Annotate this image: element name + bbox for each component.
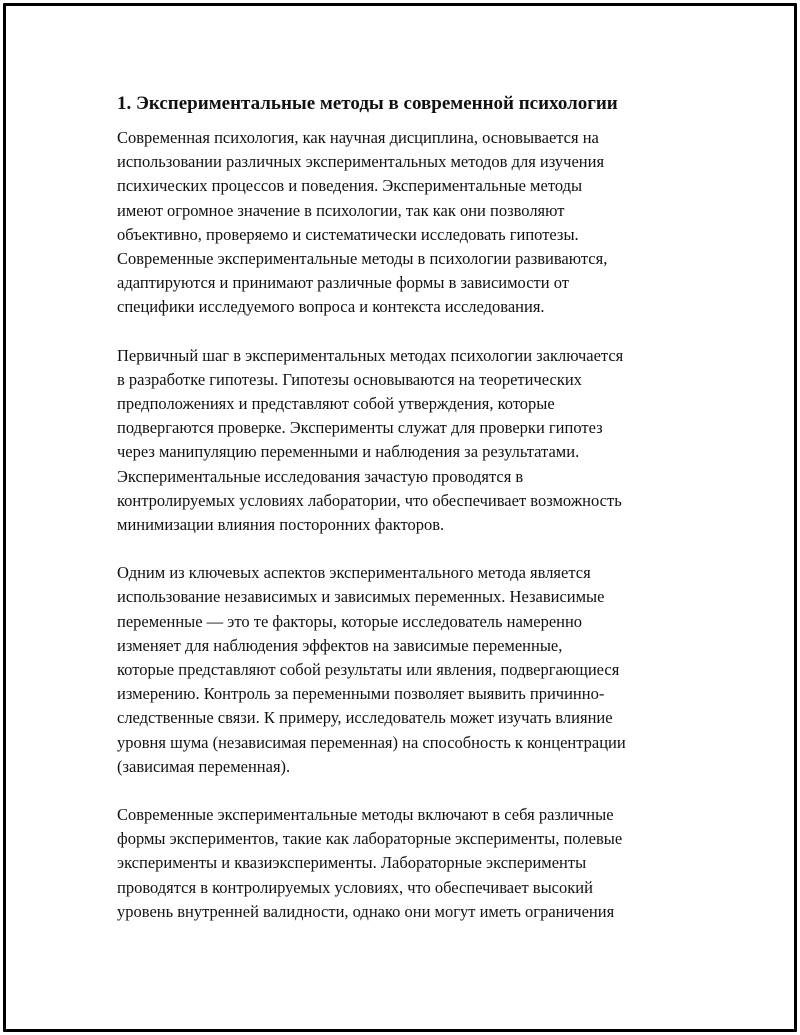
text-line: использование независимых и зависимых переменных. Независимые [117, 587, 605, 607]
text-line: уровень внутренней валидности, однако они могут иметь ограничения [117, 901, 615, 921]
document-body [117, 92, 687, 948]
text-line: Одним из ключевых аспектов экспериментального метода является [117, 563, 591, 583]
text-line: специфики исследуемого вопроса и контекста исследования. [117, 297, 545, 317]
text-line: Современные экспериментальные методы включают в себя различные [117, 805, 614, 825]
paragraph-4 [117, 803, 687, 924]
text-line: формы экспериментов, такие как лабораторные эксперименты, полевые [117, 829, 623, 849]
paragraph-3 [117, 561, 687, 779]
text-line: использовании различных экспериментальных методов для изучения [117, 152, 605, 172]
text-line: контролируемых условиях лаборатории, что обеспечивает возможность [117, 490, 622, 510]
text-line: (зависимая переменная). [117, 756, 291, 776]
text-line: психических процессов и поведения. Экспериментальные методы [117, 176, 583, 196]
text-line: адаптируются и принимают различные формы в зависимости от [117, 273, 569, 293]
text-line: Современные экспериментальные методы в психологии развиваются, [117, 249, 608, 269]
text-line: через манипуляцию переменными и наблюдения за результатами. [117, 442, 580, 462]
text-line: объективно, проверяемо и систематически исследовать гипотезы. [117, 224, 579, 244]
text-line: Первичный шаг в экспериментальных методах психологии заключается [117, 345, 624, 365]
text-line: эксперименты и квазиэксперименты. Лабораторные эксперименты [117, 853, 587, 873]
text-line: Экспериментальные исследования зачастую проводятся в [117, 466, 524, 486]
text-line: проводятся в контролируемых условиях, что обеспечивает высокий [117, 877, 593, 897]
text-line: которые представляют собой результаты или явления, подвергающиеся [117, 660, 620, 680]
text-line: в разработке гипотезы. Гипотезы основываются на теоретических [117, 369, 582, 389]
text-line: подвергаются проверке. Эксперименты служат для проверки гипотез [117, 418, 603, 438]
text-line: Современная психология, как научная дисциплина, основывается на [117, 128, 599, 147]
text-line: уровня шума (независимая переменная) на способность к концентрации [117, 732, 626, 752]
section-heading: 1. Экспериментальные методы в современной психологии [117, 93, 618, 114]
text-line: измерению. Контроль за переменными позволяет выявить причинно- [117, 684, 605, 704]
text-line: имеют огромное значение в психологии, так как они позволяют [117, 200, 565, 220]
text-line: предположениях и представляют собой утверждения, которые [117, 394, 555, 414]
paragraph-1 [117, 126, 687, 320]
text-line: минимизации влияния посторонних факторов. [117, 515, 445, 535]
text-line: следственные связи. К примеру, исследователь может изучать влияние [117, 708, 613, 728]
text-line: переменные — это те факторы, которые исследователь намеренно [117, 611, 583, 631]
text-line: изменяет для наблюдения эффектов на зависимые переменные, [117, 635, 563, 655]
paragraph-2 [117, 344, 687, 538]
